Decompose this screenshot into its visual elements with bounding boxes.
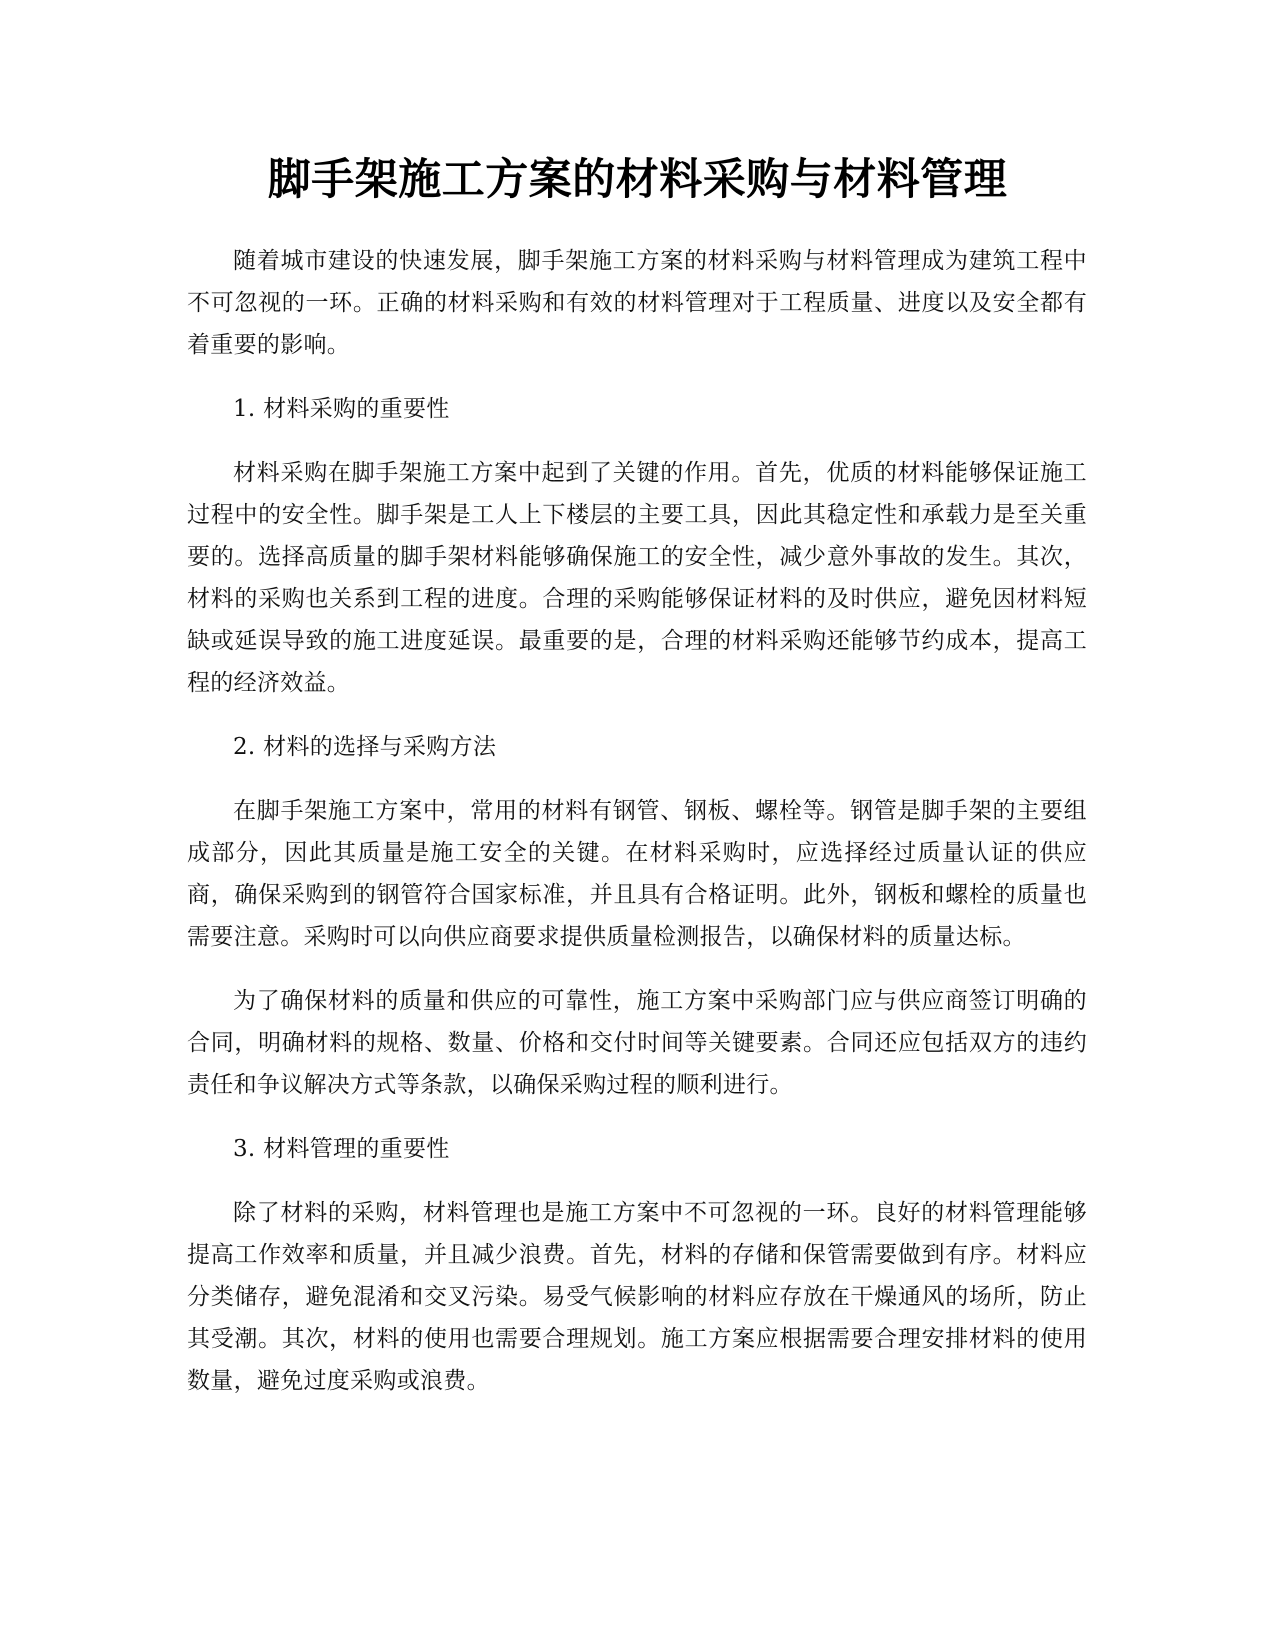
section-2 [187, 726, 1087, 1128]
document-body [187, 240, 1087, 1402]
section-heading: 3. 材料管理的重要性 [233, 1136, 450, 1162]
section-paragraph: 在脚手架施工方案中，常用的材料有钢管、钢板、螺栓等。钢管是脚手架的主要组成部分，因此其质量是施工安全的关键。在材料采购时，应选择经过质量认证的供应商，确保采购到的钢管符合国家标准，并且具有合格证明。此外，钢板和螺栓的质量也需要注意。采购时可以向供应商要求提供质量检测报告，以确保材料的质量达标。 [187, 798, 1087, 950]
section-heading: 2. 材料的选择与采购方法 [233, 734, 497, 760]
section-paragraph: 为了确保材料的质量和供应的可靠性，施工方案中采购部门应与供应商签订明确的合同，明确材料的规格、数量、价格和交付时间等关键要素。合同还应包括双方的违约责任和争议解决方式等条款，以确保采购过程的顺利进行。 [187, 988, 1087, 1098]
section-paragraph: 材料采购在脚手架施工方案中起到了关键的作用。首先，优质的材料能够保证施工过程中的安全性。脚手架是工人上下楼层的主要工具，因此其稳定性和承载力是至关重要的。选择高质量的脚手架材料能够确保施工的安全性，减少意外事故的发生。其次，材料的采购也关系到工程的进度。合理的采购能够保证材料的及时供应，避免因材料短缺或延误导致的施工进度延误。最重要的是，合理的材料采购还能够节约成本，提高工程的经济效益。 [187, 460, 1087, 696]
document-title: 脚手架施工方案的材料采购与材料管理 [267, 155, 1008, 205]
section-1 [187, 388, 1087, 726]
intro-paragraph: 随着城市建设的快速发展，脚手架施工方案的材料采购与材料管理成为建筑工程中不可忽视的一环。正确的材料采购和有效的材料管理对于工程质量、进度以及安全都有着重要的影响。 [187, 248, 1087, 358]
section-heading: 1. 材料采购的重要性 [233, 396, 450, 422]
section-paragraph: 除了材料的采购，材料管理也是施工方案中不可忽视的一环。良好的材料管理能够提高工作效率和质量，并且减少浪费。首先，材料的存储和保管需要做到有序。材料应分类储存，避免混淆和交叉污染。易受气候影响的材料应存放在干燥通风的场所，防止其受潮。其次，材料的使用也需要合理规划。施工方案应根据需要合理安排材料的使用数量，避免过度采购或浪费。 [187, 1200, 1087, 1394]
section-3 [187, 1128, 1087, 1402]
